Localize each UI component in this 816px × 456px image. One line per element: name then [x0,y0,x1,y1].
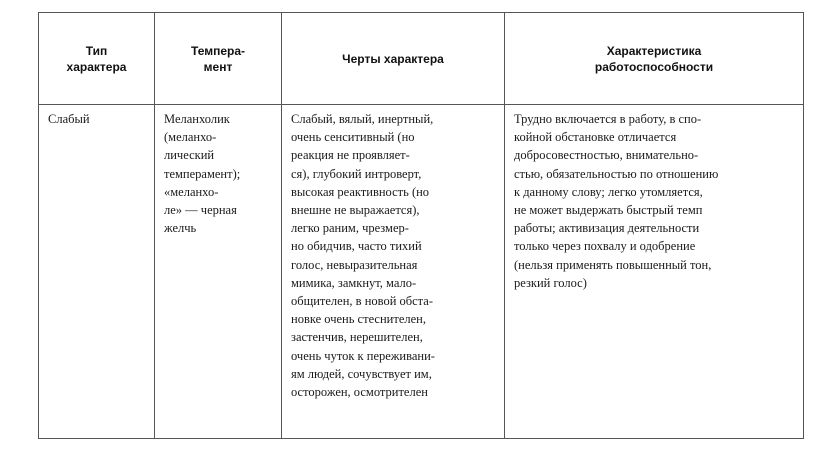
cell-text-line: очень сенситивный (но [291,130,415,145]
cell-text-line: внешне не выражается), [291,203,420,218]
cell-text-line: стью, обязательностью по отношению [514,166,719,181]
cell-text-line: Слабый, вялый, инертный, [291,112,434,126]
cell-work-capacity [505,105,804,439]
cell-text-line: Темпера- [190,43,246,58]
cell-text-line: лический [164,148,215,163]
cell-text-line: Характеристика [606,43,702,58]
cell-text-line: мент [203,59,233,74]
cell-text-line: резкий голос) [514,275,587,290]
cell-text-line: голос, невыразительная [291,257,418,272]
cell-text-line: застенчив, нерешителен, [291,330,423,345]
cell-text-line: Слабый [48,112,90,126]
cell-text-line: но обидчив, часто тихий [291,239,422,254]
character-types-table [38,12,804,439]
cell-text-line: (нельзя применять повышенный тон, [514,257,712,272]
cell-text-line: ям людей, сочувствует им, [291,366,432,381]
table-row [39,105,804,439]
cell-text-line: Тип [85,43,108,58]
cell-text-line: койной обстановке отличается [514,130,677,145]
cell-text-line: не может выдержать быстрый темп [514,203,703,218]
cell-character-traits [282,105,505,439]
header-work-capacity [505,13,804,105]
cell-text-line: легко раним, чрезмер- [291,221,409,236]
cell-text-line: «меланхо- [164,184,219,199]
cell-text-line: Меланхолик [164,112,230,126]
cell-text-line: общителен, в новой обста- [291,294,433,309]
cell-text-line: желчь [164,221,197,236]
cell-text-line: Черты характера [342,51,444,66]
cell-text-line: Трудно включается в работу, в спо- [514,112,702,126]
cell-text-line: (меланхо- [164,130,217,145]
cell-text-line: работоспособности [594,59,714,74]
cell-text-line: реакция не проявляет- [291,148,410,163]
cell-text-line: высокая реактивность (но [291,184,430,199]
cell-text-line: к данному слову; легко утомляется, [514,184,703,199]
header-character-type [39,13,155,105]
cell-temperament [155,105,282,439]
cell-text-line: характера [66,59,127,74]
cell-text-line: добросовестностью, внимательно- [514,148,699,163]
cell-text-line: ле» — черная [164,203,237,218]
cell-text-line: только через похвалу и одобрение [514,239,696,254]
cell-character-type [39,105,155,439]
cell-text-line: мимика, замкнут, мало- [291,275,417,290]
cell-text-line: очень чуток к переживани- [291,348,435,363]
header-character-traits [282,13,505,105]
cell-text-line: ся), глубокий интроверт, [291,166,422,181]
table-header-row [39,13,804,105]
cell-text-line: темперамент); [164,166,241,181]
cell-text-line: новке очень стеснителен, [291,312,426,327]
cell-text-line: осторожен, осмотрителен [291,385,428,400]
header-temperament [155,13,282,105]
cell-text-line: работы; активизация деятельности [514,221,700,236]
